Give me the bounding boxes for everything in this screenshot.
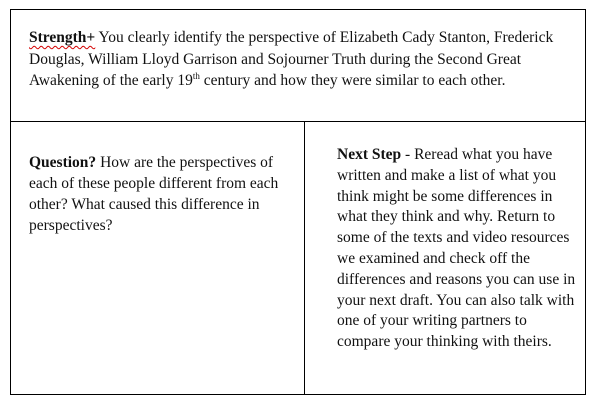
strength-label: Strength+ [29,29,96,46]
lower-row [11,122,585,395]
next-step-body: - Reread what you have written and make a list of what you think might be some differences in what they think and why. Return to some of the texts and video resources we examined and check off the differences and reasons you can use in your next draft. You can also talk with one of your writing partners to compare your thinking with theirs. [337,146,576,351]
feedback-table [10,9,586,395]
strength-row [11,10,585,122]
question-body: How are the perspectives of each of these people different from each other? What caused this difference in perspectives? [29,154,279,234]
question-label: Question? [29,154,97,171]
strength-body-end: century and how they were similar to each other. [199,72,506,89]
next-step-cell [305,122,586,395]
question-cell [11,122,305,395]
question-paragraph[interactable] [29,152,295,236]
strength-paragraph[interactable] [29,27,577,92]
ordinal-suffix: th [192,70,200,81]
strength-body: You clearly identify the perspective of Elizabeth Cady Stanton, Frederick Douglas, William Lloyd Garrison and Sojourner Truth during the Second Great Awakening of the early 19 [29,29,554,89]
next-step-label: Next Step [337,146,402,163]
next-step-paragraph[interactable] [337,145,577,353]
